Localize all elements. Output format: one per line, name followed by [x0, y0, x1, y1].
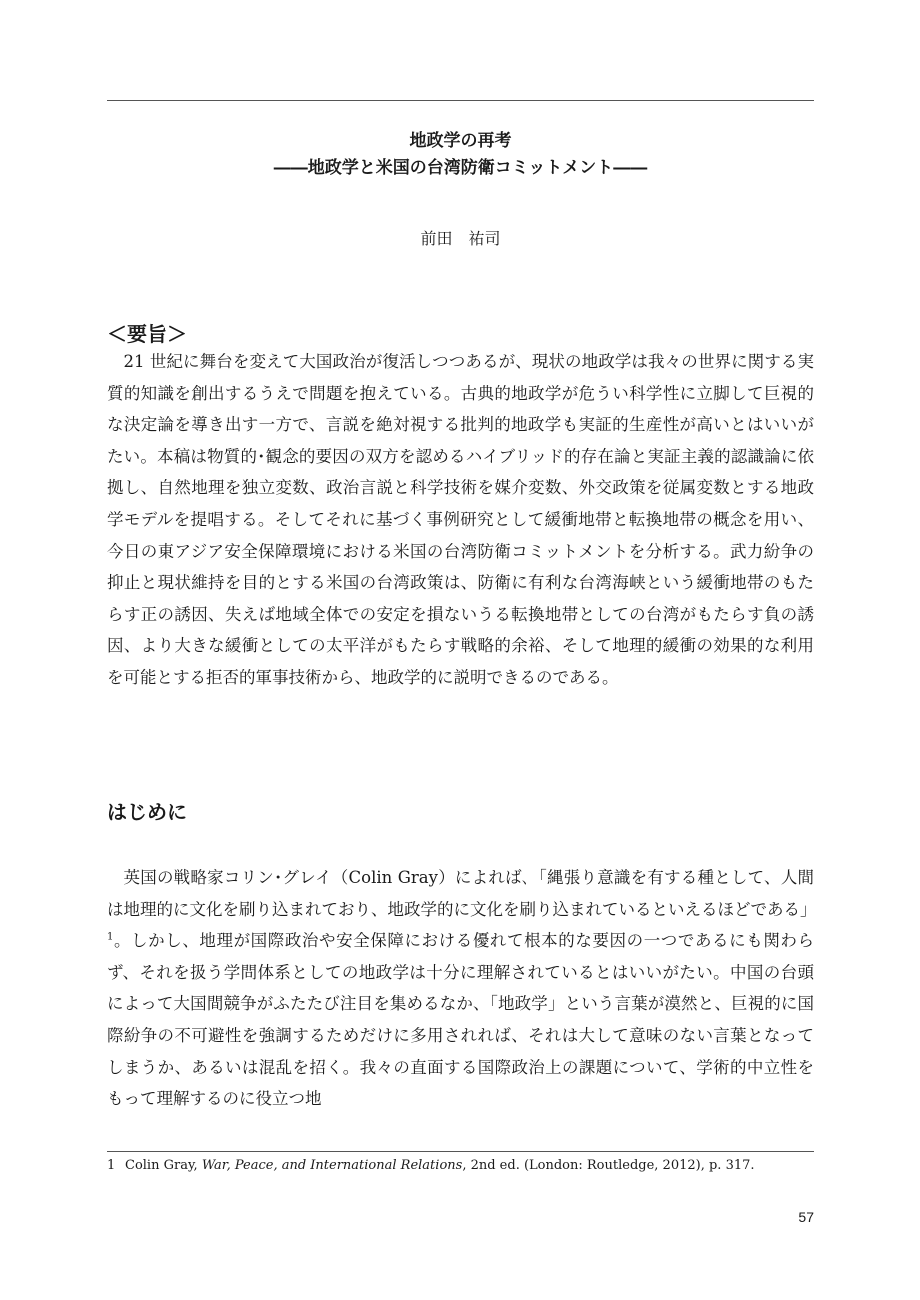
- page-number: 57: [798, 1209, 814, 1225]
- article-subtitle: ――地政学と米国の台湾防衛コミットメント――: [273, 158, 648, 178]
- introduction-text-part2: 。しかし、地理が国際政治や安全保障における優れて根本的な要因の一つであるにも関わらず、それを扱う学問体系としての地政学は十分に理解されているとはいいがたい。中国の台頭によって大国間競争がふたたび注目を集めるなか、「地政学」という言葉が漠然と、巨視的に国際紛争の不可避性を強調するためだけに多用されれば、それは大して意味のない言葉となってしまうか、あるいは混乱を招く。我々の直面する国際政治上の課題について、学術的中立性をもって理解するのに役立つ地: [107, 931, 814, 1109]
- footnote-reference[interactable]: 1: [107, 931, 114, 943]
- introduction-paragraph: [107, 862, 817, 1115]
- article-title: 地政学の再考: [409, 131, 512, 151]
- footnote-book-title: War, Peace, and International Relations: [201, 1158, 463, 1173]
- introduction-body: [107, 862, 817, 1115]
- author-name: 前田 祐司: [420, 229, 501, 248]
- abstract-paragraph: 21 世紀に舞台を変えて大国政治が復活しつつあるが、現状の地政学は我々の世界に関する実質的知識を創出するうえで問題を抱えている。古典的地政学が危うい科学性に立脚して巨視的な決定論を導き出す一方で、言説を絶対視する批判的地政学も実証的生産性が高いとはいいがたい。本稿は物質的･観念的要因の双方を認めるハイブリッド的存在論と実証主義的認識論に依拠し、自然地理を独立変数、政治言説と科学技術を媒介変数、外交政策を従属変数とする地政学モデルを提唱する。そしてそれに基づく事例研究として緩衝地帯と転換地帯の概念を用い、今日の東アジア安全保障環境における米国の台湾防衛コミットメントを分析する。武力紛争の抑止と現状維持を目的とする米国の台湾政策は、防衛に有利な台湾海峡という緩衝地帯のもたらす正の誘因、失えば地域全体での安定を損ないうる転換地帯としての台湾がもたらす負の誘因、より大きな緩衝としての太平洋がもたらす戦略的余裕、そして地理的緩衝の効果的な利用を可能とする拒否的軍事技術から、地政学的に説明できるのである。: [107, 352, 814, 687]
- footnote-text-after: , 2nd ed. (London: Routledge, 2012), p. 317.: [462, 1158, 755, 1173]
- abstract-body: [107, 346, 814, 694]
- introduction-text-part1: 英国の戦略家コリン･グレイ（Colin Gray）によれば､「縄張り意識を有する種として、人間は地理的に文化を刷り込まれており、地政学的に文化を刷り込まれているといえるほどである」: [107, 868, 817, 919]
- footnote: [107, 1158, 814, 1173]
- section-heading-introduction: はじめに: [107, 800, 187, 824]
- footnote-text-before: Colin Gray,: [125, 1158, 202, 1173]
- title-block: [107, 128, 814, 182]
- footnote-number: 1: [107, 1158, 116, 1173]
- header-rule: [107, 100, 814, 101]
- abstract-heading: ＜要旨＞: [107, 322, 187, 346]
- footnote-rule: [107, 1151, 814, 1152]
